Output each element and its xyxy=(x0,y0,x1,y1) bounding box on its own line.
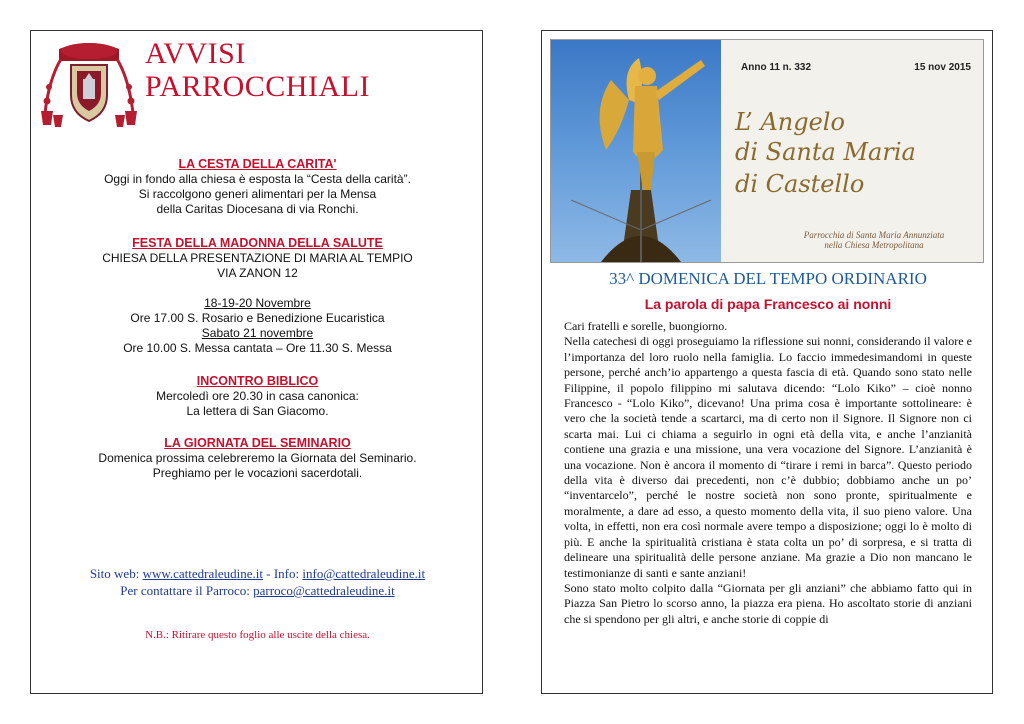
banner-title-line-1: L’ Angelo xyxy=(735,108,845,136)
banner-title-line-3: di Castello xyxy=(735,170,865,198)
notice-line: CHIESA DELLA PRESENTAZIONE DI MARIA AL TEMPIO xyxy=(102,251,413,265)
schedule-line: Sabato 21 novembre xyxy=(201,326,314,340)
article-paragraph: Nella catechesi di oggi proseguiamo la riflessione sui nonni, considerando il valore e l’importanza del loro ruolo nella famiglia. Lo faccio immedesimandomi in queste persone, perché anch’io appartengo a questa fascia di età. Quando sono stato nelle Filippine, il popolo filippino mi salutava dicendo: “Lolo Kiko” – cioè nonno Francesco - “Lolo Kiko”, dicevano! Una prima cosa è importante sottolineare: è vero che la società tende a scartarci, ma di certo non il Signore. Il Signore non ci scarta mai. Lui ci chiama a seguirlo in ogni età della vita, e anche l’anzianità contiene una grazia e una missione, una vera vocazione del Signore. L’anzianità è una vocazione. Non è ancora il momento di “tirare i remi in barca”. Questo periodo della vita è diverso dai precedenti, non c’è dubbio; dobbiamo anche un po’ “inventarcelo”, perché le nostre società non sono pronte, spiritualmente e moralmente, a dare ad esso, a questo momento della vita, il suo pieno valore. Una volta, in effetti, non era così normale avere tempo a disposizione; oggi lo è molto di più. E anche la spiritualità cristiana è stata colta un po’ di sorpresa, e si tratta di delineare una spiritualità delle persone anziane. Ma grazie a Dio non mancano le testimonianze di santi e sante anziani! xyxy=(564,334,972,580)
notice-schedule xyxy=(31,296,484,356)
title-line-1: AVVISI xyxy=(145,37,246,70)
article-subtitle: La parola di papa Francesco ai nonni xyxy=(644,296,892,312)
notice-line: Preghiamo per le vocazioni sacerdotali. xyxy=(152,466,363,480)
nb-note: N.B.: Ritirare questo foglio alle uscite della chiesa. xyxy=(145,629,370,641)
web-label: Sito web: xyxy=(89,566,143,581)
schedule-line: Ore 17.00 S. Rosario e Benedizione Eucaristica xyxy=(130,311,385,325)
notice-line: La lettera di San Giacomo. xyxy=(186,404,329,418)
banner-subtitle xyxy=(769,230,979,250)
banner-subtitle-line-2: nella Chiesa Metropolitana xyxy=(824,240,924,250)
notice-line: Oggi in fondo alla chiesa è esposta la “Cesta della carità”. xyxy=(104,172,411,186)
notice-cesta xyxy=(31,157,484,217)
newsletter-banner xyxy=(550,39,984,263)
sunday-heading: 33^ DOMENICA DEL TEMPO ORDINARIO xyxy=(609,269,927,288)
article-body xyxy=(564,319,972,627)
notice-heading: LA CESTA DELLA CARITA' xyxy=(178,157,337,171)
notice-line: della Caritas Diocesana di via Ronchi. xyxy=(156,202,359,216)
parroco-label: Per contattare il Parroco: xyxy=(120,583,254,598)
website-link[interactable]: www.cattedraleudine.it xyxy=(142,566,264,581)
sky-photo xyxy=(551,40,721,262)
schedule-line: Ore 10.00 S. Messa cantata – Ore 11.30 S. Messa xyxy=(123,341,392,355)
parroco-email-link[interactable]: parroco@cattedraleudine.it xyxy=(253,583,395,598)
notice-line: Domenica prossima celebreremo la Giornata del Seminario. xyxy=(98,451,417,465)
left-page xyxy=(30,30,483,694)
notice-line: Mercoledì ore 20.30 in casa canonica: xyxy=(156,389,359,403)
issue-date: 15 nov 2015 xyxy=(914,62,971,73)
article-paragraph: Cari fratelli e sorelle, buongiorno. xyxy=(564,319,728,333)
angel-statue-icon xyxy=(551,40,721,262)
title-line-2: PARROCCHIALI xyxy=(145,70,370,103)
schedule-line: 18-19-20 Novembre xyxy=(204,296,311,310)
notice-heading: LA GIORNATA DEL SEMINARIO xyxy=(164,436,351,450)
notice-seminario xyxy=(31,436,484,481)
notice-heading: FESTA DELLA MADONNA DELLA SALUTE xyxy=(132,236,383,250)
right-page xyxy=(541,30,993,694)
notice-line: VIA ZANON 12 xyxy=(217,266,298,280)
notice-festa xyxy=(31,236,484,281)
info-email-link[interactable]: info@cattedraleudine.it xyxy=(302,566,426,581)
banner-subtitle-line-1: Parrocchia di Santa Maria Annunziata xyxy=(803,230,945,240)
article-paragraph: Sono stato molto colpito dalla “Giornata per gli anziani” che abbiamo fatto qui in Piazza San Pietro lo scorso anno, la piazza era piena. Ho ascoltato storie di anziani che si spendono per gli altri, e anche storie di coppie di xyxy=(564,580,972,626)
info-label: - Info: xyxy=(263,566,303,581)
page-title xyxy=(145,37,370,103)
coat-of-arms-icon xyxy=(39,39,139,135)
notice-heading: INCONTRO BIBLICO xyxy=(196,374,319,388)
contact-footer xyxy=(31,565,484,599)
issue-number: Anno 11 n. 332 xyxy=(741,62,812,73)
notice-line: Si raccolgono generi alimentari per la Mensa xyxy=(138,187,377,201)
banner-title-line-2: di Santa Maria xyxy=(735,138,916,166)
article-text xyxy=(564,319,972,627)
notice-incontro xyxy=(31,374,484,419)
